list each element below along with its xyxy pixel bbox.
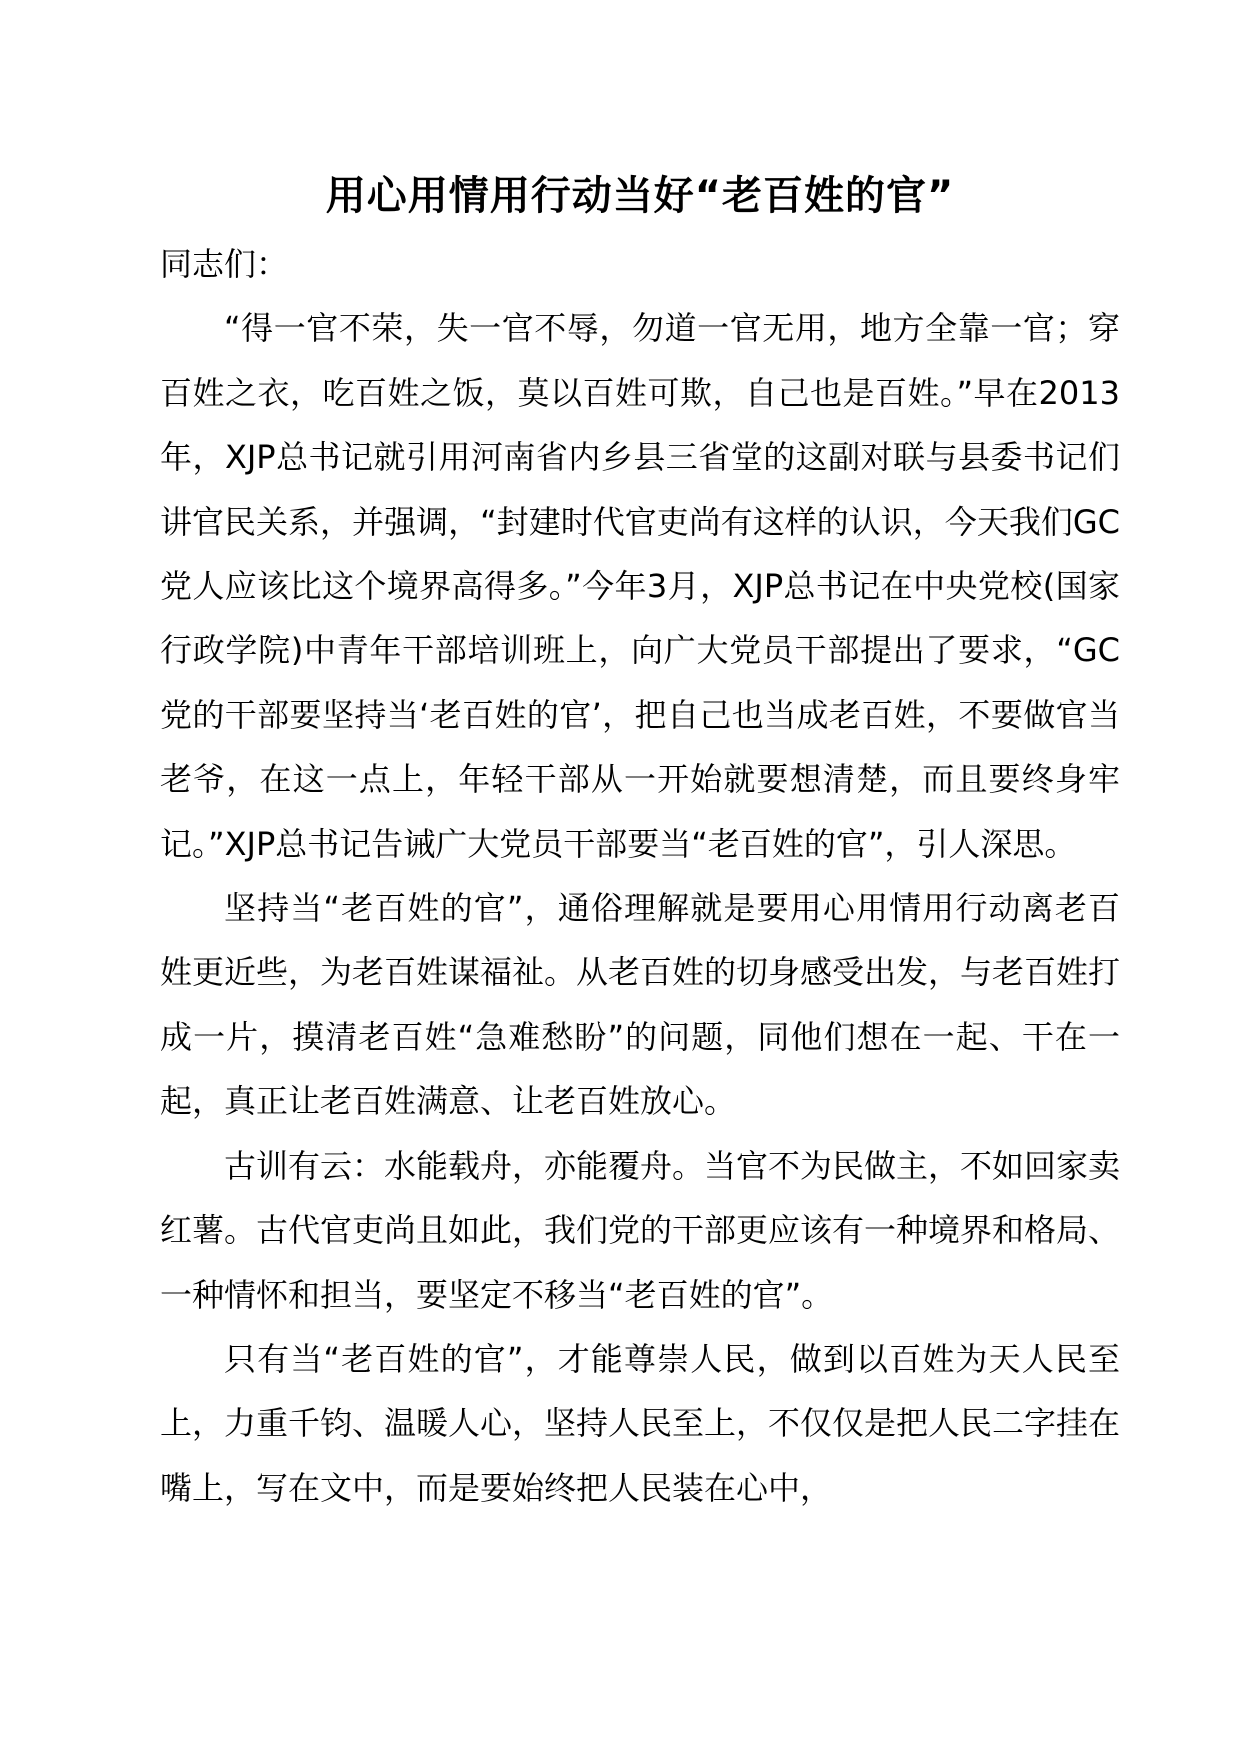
paragraph-2: 坚持当“老百姓的官”，通俗理解就是要用心用情用行动离老百姓更近些，为老百姓谋福祉。从老百姓的切身感受出发，与老百姓打成一片，摸清老百姓“急难愁盼”的问题，同他们想在一起、干在一起，真正让老百姓满意、让老百姓放心。 — [160, 889, 1121, 1121]
salutation: 同志们： — [160, 245, 289, 283]
paragraph-3: 古训有云：水能载舟，亦能覆舟。当官不为民做主，不如回家卖红薯。古代官吏尚且如此，我们党的干部更应该有一种境界和格局、一种情怀和担当，要坚定不移当“老百姓的官”。 — [160, 1146, 1121, 1314]
document-body — [160, 232, 1120, 1520]
document-title: 用心用情用行动当好“老百姓的官” — [325, 173, 955, 219]
paragraph-1: “得一官不荣，失一官不辱，勿道一官无用，地方全靠一官；穿百姓之衣，吃百姓之饭，莫以百姓可欺，自己也是百姓。”早在2013年，XJP总书记就引用河南省内乡县三省堂的这副对联与县委书记们讲官民关系，并强调，“封建时代官吏尚有这样的认识，今天我们GC党人应该比这个境界高得多。”今年3月，XJP总书记在中央党校(国家行政学院)中青年干部培训班上，向广大党员干部提出了要求，“GC党的干部要坚持当‘老百姓的官’，把自己也当成老百姓，不要做官当老爷，在这一点上，年轻干部从一开始就要想清楚，而且要终身牢记。”XJP总书记告诫广大党员干部要当“老百姓的官”，引人深思。 — [160, 309, 1120, 863]
paragraph-4: 只有当“老百姓的官”，才能尊崇人民，做到以百姓为天人民至上，力重千钧、温暖人心，坚持人民至上，不仅仅是把人民二字挂在嘴上，写在文中，而是要始终把人民装在心中， — [160, 1339, 1121, 1507]
